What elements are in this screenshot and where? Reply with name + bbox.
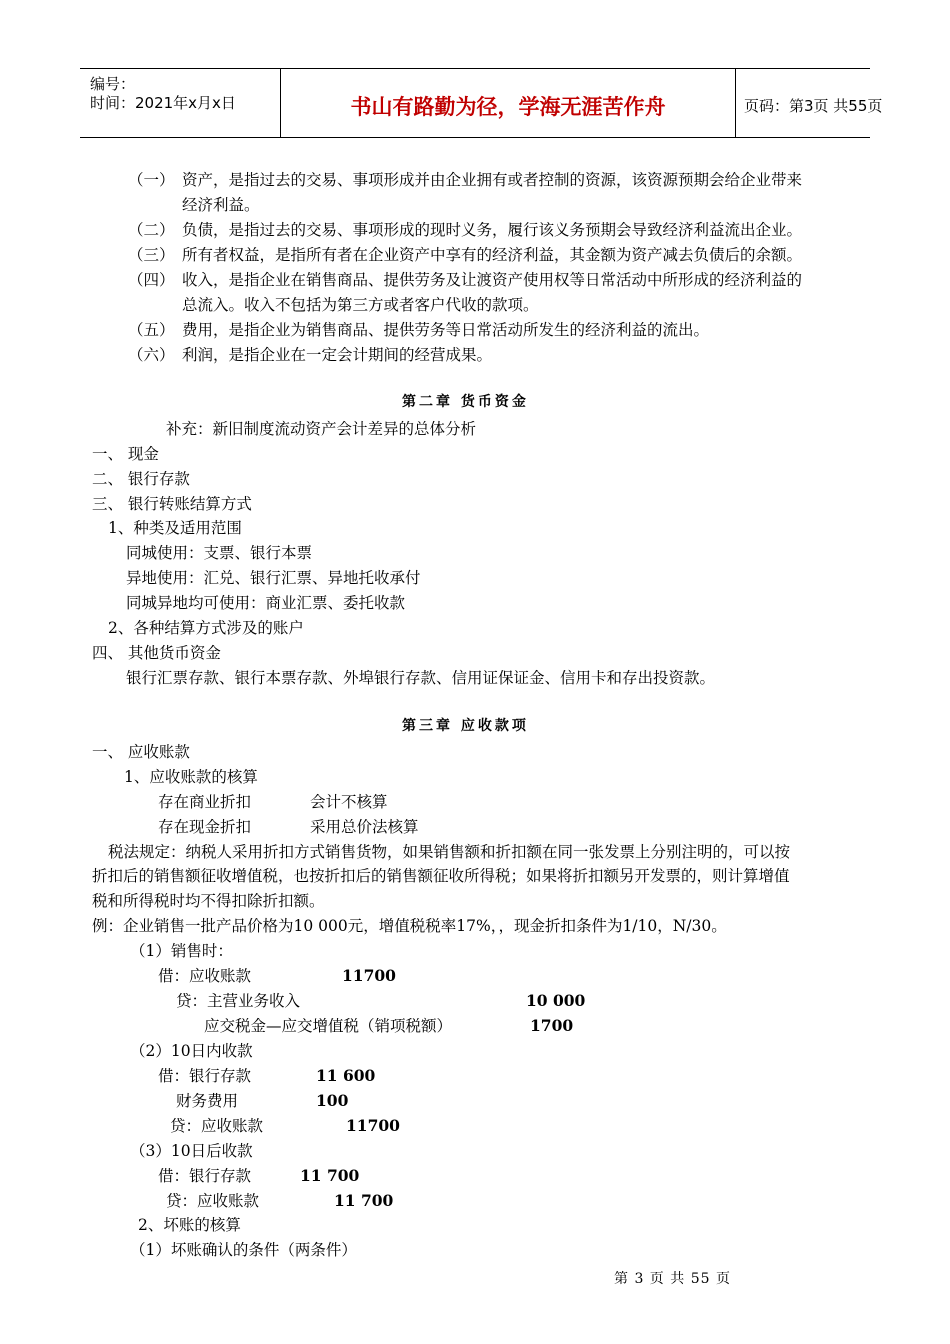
tax-rule-line: 税和所得税时均不得扣除折扣额。 <box>92 892 325 910</box>
text-line: 同城使用：支票、银行本票 <box>126 544 313 562</box>
subsection-heading: （1）坏账确认的条件（两条件） <box>130 1241 357 1259</box>
subsection-heading: 2、各种结算方式涉及的账户 <box>108 619 304 637</box>
time-label: 时间：2021年x月x日 <box>90 94 236 112</box>
journal-account: 借：银行存款 <box>158 1167 252 1185</box>
definition-cont: 总流入。收入不包括为第三方或者客户代收的款项。 <box>182 296 539 314</box>
serial-number: 编号： <box>90 75 136 93</box>
journal-amount: 11700 <box>346 1116 400 1135</box>
journal-account: 财务费用 <box>176 1092 239 1110</box>
chapter-title: 第三章 应收款项 <box>402 718 529 734</box>
definition-num: （四） <box>128 271 175 289</box>
definition-text: 所有者权益，是指所有者在企业资产中享有的经济利益，其金额为资产减去负债后的余额。 <box>182 246 803 264</box>
journal-account: 应交税金—应交增值税（销项税额） <box>204 1017 453 1035</box>
header-motto-cell <box>280 69 736 137</box>
definition-num: （二） <box>128 221 175 239</box>
definition-text: 资产，是指过去的交易、事项形成并由企业拥有或者控制的资源，该资源预期会给企业带来 <box>182 171 803 189</box>
journal-account: 借：银行存款 <box>158 1067 252 1085</box>
section-heading: 一、 应收账款 <box>92 743 190 761</box>
definition-num: （六） <box>128 346 175 364</box>
tax-rule-line: 折扣后的销售额征收增值税，也按折扣后的销售额征收所得税；如果将折扣额另开发票的，则计算增值 <box>92 867 790 885</box>
text-line: 异地使用：汇兑、银行汇票、异地托收承付 <box>126 569 421 587</box>
definition-text: 利润，是指企业在一定会计期间的经营成果。 <box>182 346 493 364</box>
page-header <box>80 68 883 138</box>
text-line: 同城异地均可使用：商业汇票、委托收款 <box>126 594 406 612</box>
tax-rule-line: 税法规定：纳税人采用折扣方式销售货物，如果销售额和折扣额在同一张发票上分别注明的，可以按 <box>108 843 791 861</box>
text-line: 银行汇票存款、银行本票存款、外埠银行存款、信用证保证金、信用卡和存出投资款。 <box>126 669 716 687</box>
definition-text: 负债，是指过去的交易、事项形成的现时义务，履行该义务预期会导致经济利益流出企业。 <box>182 221 803 239</box>
motto: 书山有路勤为径，学海无涯苦作舟 <box>350 94 666 119</box>
page-footer: 第 3 页 共 55 页 <box>614 1271 731 1287</box>
chapter-title: 第二章 货币资金 <box>402 394 529 410</box>
discount-label: 存在现金折扣 <box>158 818 252 836</box>
supplement-line: 补充：新旧制度流动资产会计差异的总体分析 <box>166 420 477 438</box>
section-heading: 二、 银行存款 <box>92 470 190 488</box>
definition-num: （一） <box>128 171 175 189</box>
journal-amount: 11 600 <box>316 1066 376 1085</box>
journal-account: 贷：主营业务收入 <box>176 992 301 1010</box>
journal-account: 借：应收账款 <box>158 967 252 985</box>
definition-num: （五） <box>128 321 175 339</box>
journal-account: 贷：应收账款 <box>170 1117 264 1135</box>
header-page-cell <box>734 69 883 137</box>
journal-amount: 10 000 <box>526 991 586 1010</box>
discount-value: 采用总价法核算 <box>310 818 419 836</box>
subsection-heading: 2、坏账的核算 <box>138 1216 241 1234</box>
section-heading: 一、 现金 <box>92 445 159 463</box>
entry-heading: （1）销售时： <box>130 942 233 960</box>
definition-num: （三） <box>128 246 175 264</box>
definition-text: 收入，是指企业在销售商品、提供劳务及让渡资产使用权等日常活动中所形成的经济利益的 <box>182 271 803 289</box>
header-meta <box>80 69 280 137</box>
entry-heading: （2）10日内收款 <box>130 1042 253 1060</box>
entry-heading: （3）10日后收款 <box>130 1142 253 1160</box>
journal-account: 贷：应收账款 <box>166 1192 260 1210</box>
journal-amount: 100 <box>316 1091 349 1110</box>
discount-value: 会计不核算 <box>310 793 388 811</box>
journal-amount: 11700 <box>342 966 396 985</box>
section-heading: 三、 银行转账结算方式 <box>92 495 252 513</box>
page-info: 页码：第3页 共55页 <box>744 97 883 115</box>
definition-text: 费用，是指企业为销售商品、提供劳务等日常活动所发生的经济利益的流出。 <box>182 321 710 339</box>
journal-amount: 1700 <box>530 1016 574 1035</box>
journal-amount: 11 700 <box>334 1191 394 1210</box>
discount-label: 存在商业折扣 <box>158 793 252 811</box>
example-line: 例：企业销售一批产品价格为10 000元，增值税税率17%，，现金折扣条件为1/10，N/30。 <box>92 917 727 935</box>
section-heading: 四、 其他货币资金 <box>92 644 221 662</box>
subsection-heading: 1、种类及适用范围 <box>108 519 242 537</box>
definition-cont: 经济利益。 <box>182 196 260 214</box>
journal-amount: 11 700 <box>300 1166 360 1185</box>
subsection-heading: 1、应收账款的核算 <box>124 768 258 786</box>
